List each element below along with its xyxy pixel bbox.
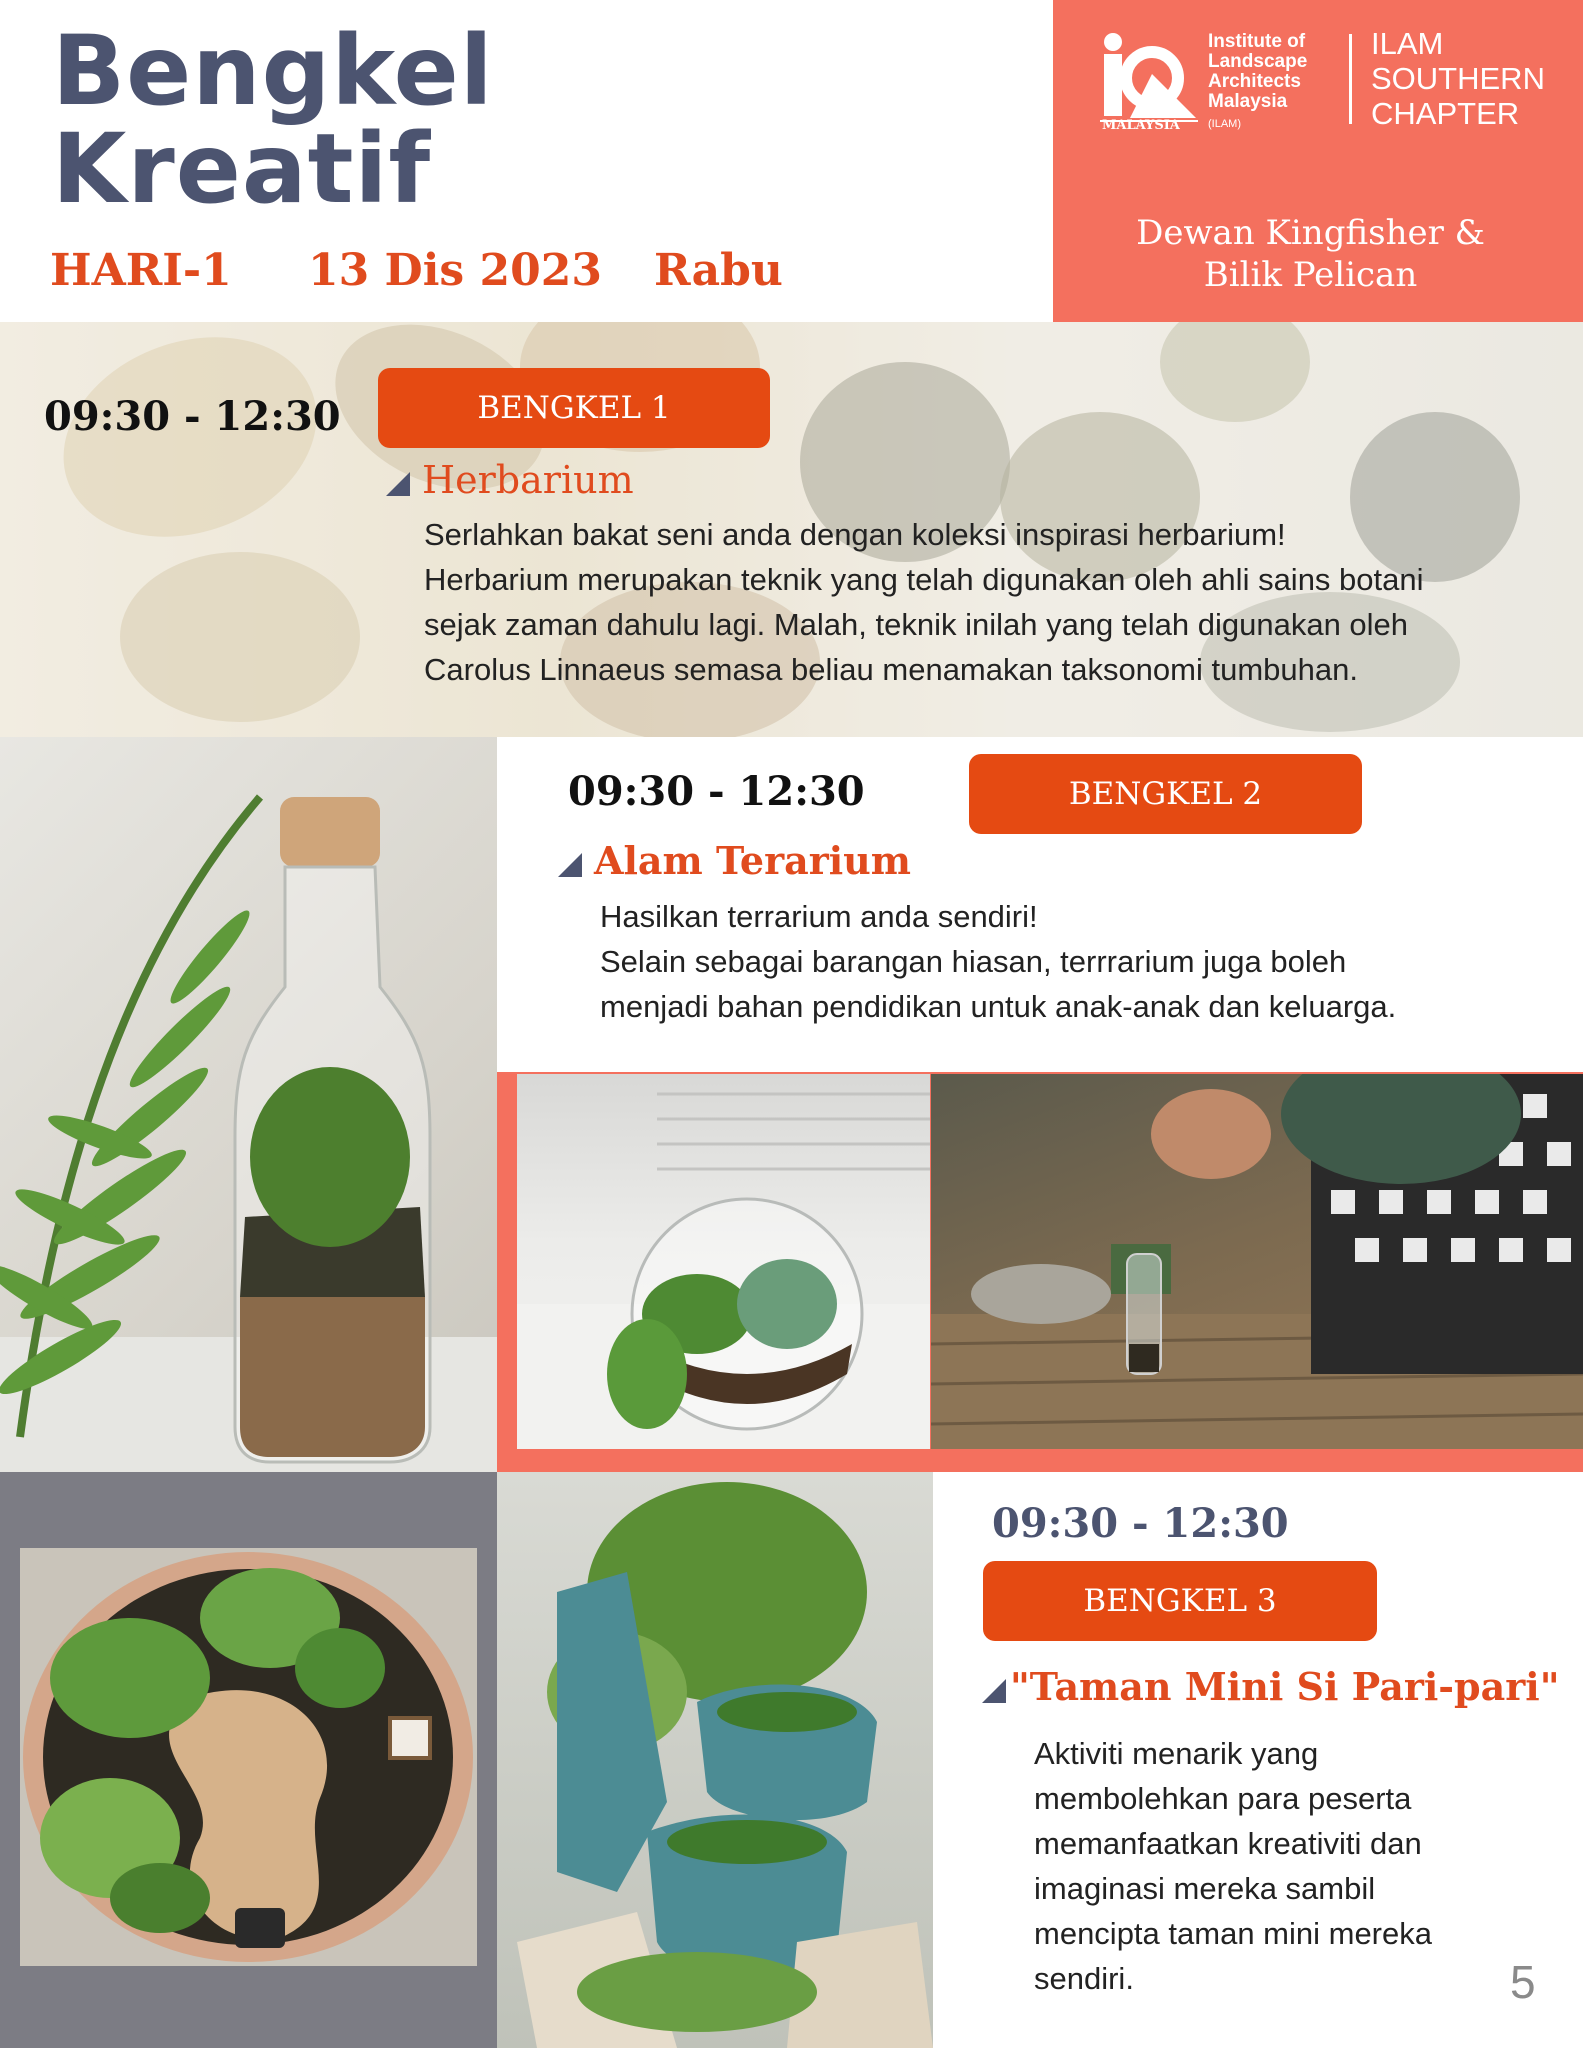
text-line: memanfaatkan kreativiti dan: [1034, 1826, 1422, 1861]
triangle-bullet-icon: [982, 1679, 1006, 1703]
weekday-label: Rabu: [654, 245, 783, 296]
workshop-3-title: [982, 1664, 1560, 1709]
workshop-1-time: 09:30 - 12:30: [44, 393, 341, 440]
workshop-1-title-text: Herbarium: [422, 458, 634, 502]
page-number: 5: [1510, 1956, 1536, 2008]
workshop-2-title-text: Alam Terarium: [594, 838, 912, 883]
text-line: sendiri.: [1034, 1961, 1134, 1996]
text-line: membolehkan para peserta: [1034, 1781, 1412, 1816]
workshop-2-title: [558, 838, 911, 883]
text-line: imaginasi mereka sambil: [1034, 1871, 1376, 1906]
triangle-bullet-icon: [386, 472, 410, 496]
text-line: Hasilkan terrarium anda sendiri!: [600, 899, 1038, 934]
chapter-line-3: CHAPTER: [1371, 96, 1520, 131]
org-sub: (ILAM): [1208, 118, 1241, 130]
text-line: mencipta taman mini mereka: [1034, 1916, 1432, 1951]
text-line: sejak zaman dahulu lagi. Malah, teknik inilah yang telah digunakan oleh: [424, 607, 1409, 642]
title-line-1: Bengkel: [52, 15, 494, 127]
venue-line-1: Dewan Kingfisher &: [1136, 213, 1485, 253]
venue-line-2: Bilik Pelican: [1203, 255, 1418, 295]
fairy-garden-pot-photo: [20, 1548, 477, 1966]
org-line-2: Landscape: [1208, 51, 1308, 72]
glass-terrarium-photo: [517, 1074, 930, 1449]
venue: [1053, 212, 1568, 296]
workshop-2-badge: BENGKEL 2: [969, 754, 1362, 834]
logo-caption: MALAYSIA: [1102, 118, 1180, 133]
org-name: [1208, 32, 1338, 112]
triangle-bullet-icon: [558, 853, 582, 877]
workshop-1-badge: BENGKEL 1: [378, 368, 770, 448]
workshop-3-time: 09:30 - 12:30: [992, 1500, 1289, 1547]
bottle-terrarium-photo: [0, 737, 497, 1472]
chapter-name: [1371, 26, 1545, 131]
page-title: [52, 15, 494, 225]
text-line: Herbarium merupakan teknik yang telah digunakan oleh ahli sains botani: [424, 562, 1424, 597]
person-making-terrarium-photo: [931, 1074, 1583, 1449]
org-line-3: Architects: [1208, 71, 1301, 92]
workshop-3-description: [1034, 1731, 1432, 2001]
chapter-line-1: ILAM: [1371, 26, 1444, 61]
title-line-2: Kreatif: [52, 113, 432, 225]
date-label: 13 Dis 2023: [308, 245, 602, 296]
org-line-1: Institute of: [1208, 31, 1306, 52]
chapter-line-2: SOUTHERN: [1371, 61, 1545, 96]
ilam-logo-icon: [1100, 32, 1198, 132]
text-line: Aktiviti menarik yang: [1034, 1736, 1319, 1771]
workshop-2-time: 09:30 - 12:30: [568, 768, 865, 815]
text-line: Selain sebagai barangan hiasan, terrrarium juga boleh: [600, 944, 1347, 979]
text-line: menjadi bahan pendidikan untuk anak-anak dan keluarga.: [600, 989, 1397, 1024]
text-line: Serlahkan bakat seni anda dengan koleksi inspirasi herbarium!: [424, 517, 1286, 552]
workshop-1-description: [424, 512, 1424, 692]
workshop-2-description: [600, 894, 1396, 1029]
broken-pot-garden-photo: [497, 1472, 933, 2048]
workshop-1-title: [386, 458, 634, 502]
workshop-3-title-text: "Taman Mini Si Pari-pari": [1010, 1664, 1560, 1709]
text-line: Carolus Linnaeus semasa beliau menamakan taksonomi tumbuhan.: [424, 652, 1358, 687]
org-line-4: Malaysia: [1208, 91, 1288, 112]
workshop-3-badge: BENGKEL 3: [983, 1561, 1377, 1641]
day-label: HARI-1: [50, 245, 232, 296]
logo-divider: [1349, 34, 1352, 124]
